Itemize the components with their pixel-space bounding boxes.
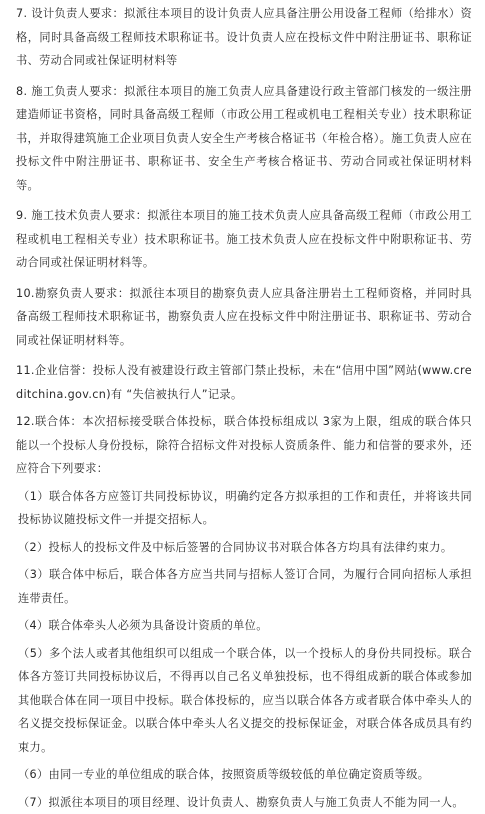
paragraph-consortium-item-3: （3）联合体中标后，联合体各方应当共同与招标人签订合同，为履行合同向招标人承担连带责任。 (16, 563, 472, 610)
paragraph-consortium-item-7: （7）拟派往本项目的项目经理、设计负责人、勘察负责人与施工负责人不能为同一人。 (16, 791, 472, 814)
paragraph-consortium-item-4: （4）联合体牵头人必须为具备设计资质的单位。 (16, 614, 472, 638)
document-body (16, 2, 472, 814)
paragraph-consortium-item-1: （1）联合体各方应签订共同投标协议，明确约定各方拟承担的工作和责任，并将该共同投标协议随投标文件一并提交招标人。 (16, 485, 472, 532)
paragraph-construction-lead-requirement: 8. 施工负责人要求：拟派往本项目的施工负责人应具备建设行政主管部门核发的一级注册建造师证书资格，同时具备高级工程师（市政公用工程或机电工程相关专业）技术职称证书，并取得建筑施工企业项目负责人安全生产考核合格证书（年检合格）。施工负责人应在投标文件中附注册证书、职称证书、安全生产考核合格证书、劳动合同或社保证明材料等。 (16, 80, 472, 198)
paragraph-enterprise-credit: 11.企业信誉：投标人没有被建设行政主管部门禁止投标，未在“信用中国”网站(www.creditchina.gov.cn)有 “失信被执行人”记录。 (16, 359, 472, 406)
paragraph-technical-lead-requirement: 9. 施工技术负责人要求：拟派往本项目的施工技术负责人应具备高级工程师（市政公用工程或机电工程相关专业）技术职称证书。施工技术负责人应在投标文件中附职称证书、劳动合同或社保证明材料等。 (16, 204, 472, 275)
paragraph-consortium-item-6: （6）由同一专业的单位组成的联合体，按照资质等级较低的单位确定资质等级。 (16, 763, 472, 787)
paragraph-consortium-item-5: （5）多个法人或者其他组织可以组成一个联合体，以一个投标人的身份共同投标。联合体各方签订共同投标协议后，不得再以自己名义单独投标，也不得组成新的联合体或参加其他联合体在同一项目中投标。联合体投标的，应当以联合体各方或者联合体中牵头人的名义提交投标保证金。以联合体中牵头人名义提交的投标保证金，对联合体各成员具有约束力。 (16, 642, 472, 760)
paragraph-survey-lead-requirement: 10.勘察负责人要求：拟派往本项目的勘察负责人应具备注册岩土工程师资格，并同时具备高级工程师技术职称证书，勘察负责人应在投标文件中附注册证书、职称证书、劳动合同或社保证明材料等。 (16, 282, 472, 353)
paragraph-design-lead-requirement: 7. 设计负责人要求：拟派往本项目的设计负责人应具备注册公用设备工程师（给排水）资格，同时具备高级工程师技术职称证书。设计负责人应在投标文件中附注册证书、职称证书、劳动合同或社保证明材料等 (16, 2, 472, 73)
paragraph-consortium: 12.联合体：本次招标接受联合体投标，联合体投标组成以 3家为上限，组成的联合体只能以一个投标人身份投标，除符合招标文件对投标人资质条件、能力和信誉的要求外，还应符合下列要求： (16, 410, 472, 481)
paragraph-consortium-item-2: （2）投标人的投标文件及中标后签署的合同协议书对联合体各方均具有法律约束力。 (16, 536, 472, 560)
